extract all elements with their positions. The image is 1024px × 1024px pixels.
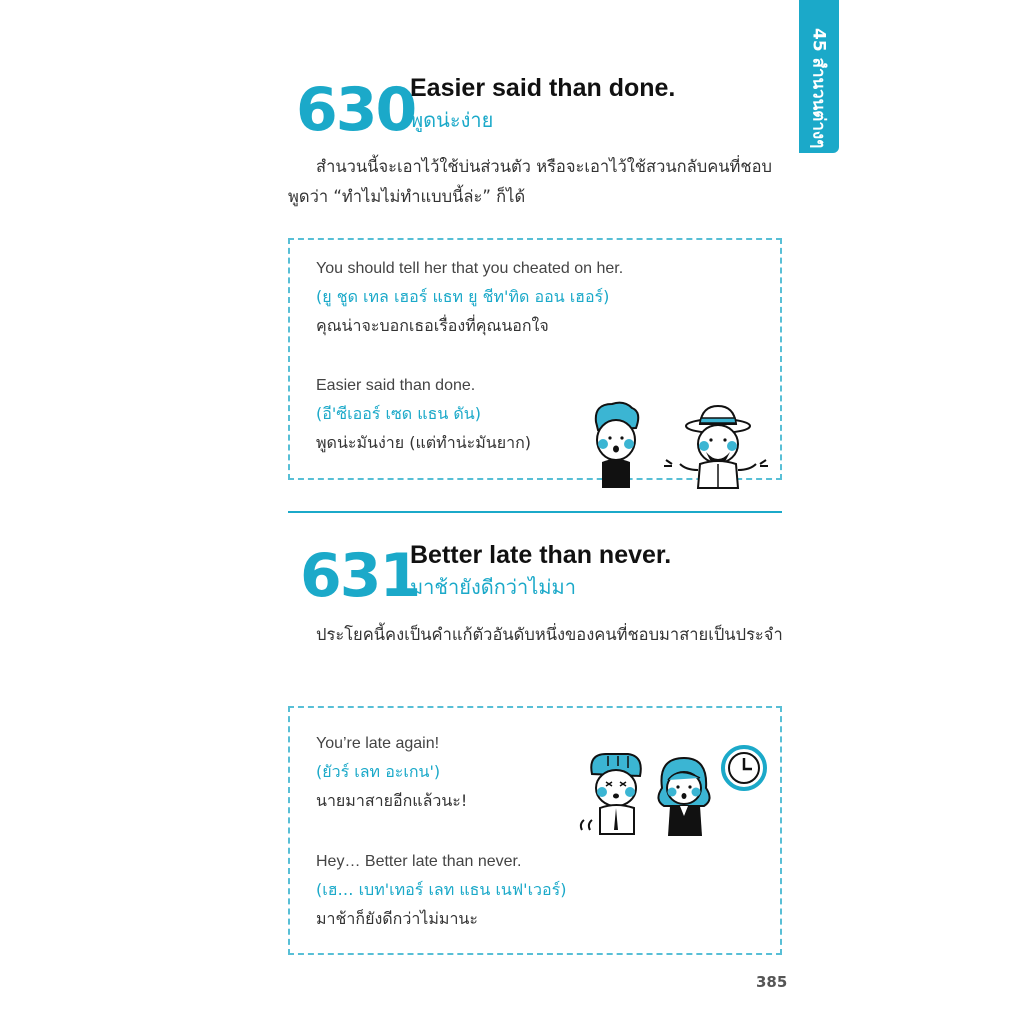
dialogue-transliteration: (อี'ซีเออร์ เซด แธน ดัน) — [316, 404, 481, 423]
boy-character-icon — [596, 403, 638, 488]
old-man-character-icon — [664, 406, 768, 488]
entry-number: 630 — [296, 75, 416, 145]
dialogue-en: Easier said than done. — [316, 377, 476, 394]
dialogue-th: นายมาสายอีกแล้วนะ! — [316, 791, 468, 810]
clock-icon — [723, 747, 765, 789]
chapter-tab-label: 45 สำนวนต่างๆ — [808, 28, 829, 149]
dialogue-th: คุณน่าจะบอกเธอเรื่องที่คุณนอกใจ — [316, 316, 549, 335]
entry-number: 631 — [300, 541, 420, 611]
entry-phrase-th: พูดน่ะง่าย — [410, 108, 494, 132]
entry-paragraph: สำนวนนี้จะเอาไว้ใช้บ่นส่วนตัว หรือจะเอาไว้ใช้สวนกลับคนที่ชอบพูดว่า “ทำไมไม่ทำแบบนี้ล่ะ” ก็ได้ — [288, 157, 772, 206]
entry-phrase-en: Easier said than done. — [410, 74, 676, 102]
page-number: 385 — [756, 973, 788, 991]
chapter-tab — [799, 0, 839, 153]
dialogue-en: You’re late again! — [316, 735, 440, 752]
entry-phrase-en: Better late than never. — [410, 541, 672, 569]
dialogue-en: Hey… Better late than never. — [316, 853, 522, 870]
characters-illustration — [590, 400, 770, 492]
woman-character-icon — [658, 758, 709, 836]
late-characters-illustration — [578, 744, 773, 839]
dialogue-th: มาช้าก็ยังดีกว่าไม่มานะ — [316, 909, 478, 928]
dialogue-transliteration: (ยู ชูด เทล เฮอร์ แธท ยู ชีท'ทิด ออน เฮอร์) — [316, 287, 610, 306]
entry-paragraph: ประโยคนี้คงเป็นคำแก้ตัวอันดับหนึ่งของคนที่ชอบมาสายเป็นประจำ — [316, 625, 783, 644]
section-divider — [288, 511, 782, 513]
dialogue-en: You should tell her that you cheated on her. — [316, 260, 624, 277]
dialogue-transliteration: (ยัวร์ เลท อะเกน') — [316, 762, 441, 781]
dialogue-th: พูดน่ะมันง่าย (แต่ทำน่ะมันยาก) — [316, 433, 531, 452]
entry-phrase-th: มาช้ายังดีกว่าไม่มา — [410, 575, 576, 599]
man-character-icon — [581, 754, 641, 834]
dialogue-transliteration: (เฮ… เบท'เทอร์ เลท แธน เนฟ'เวอร์) — [316, 880, 567, 899]
